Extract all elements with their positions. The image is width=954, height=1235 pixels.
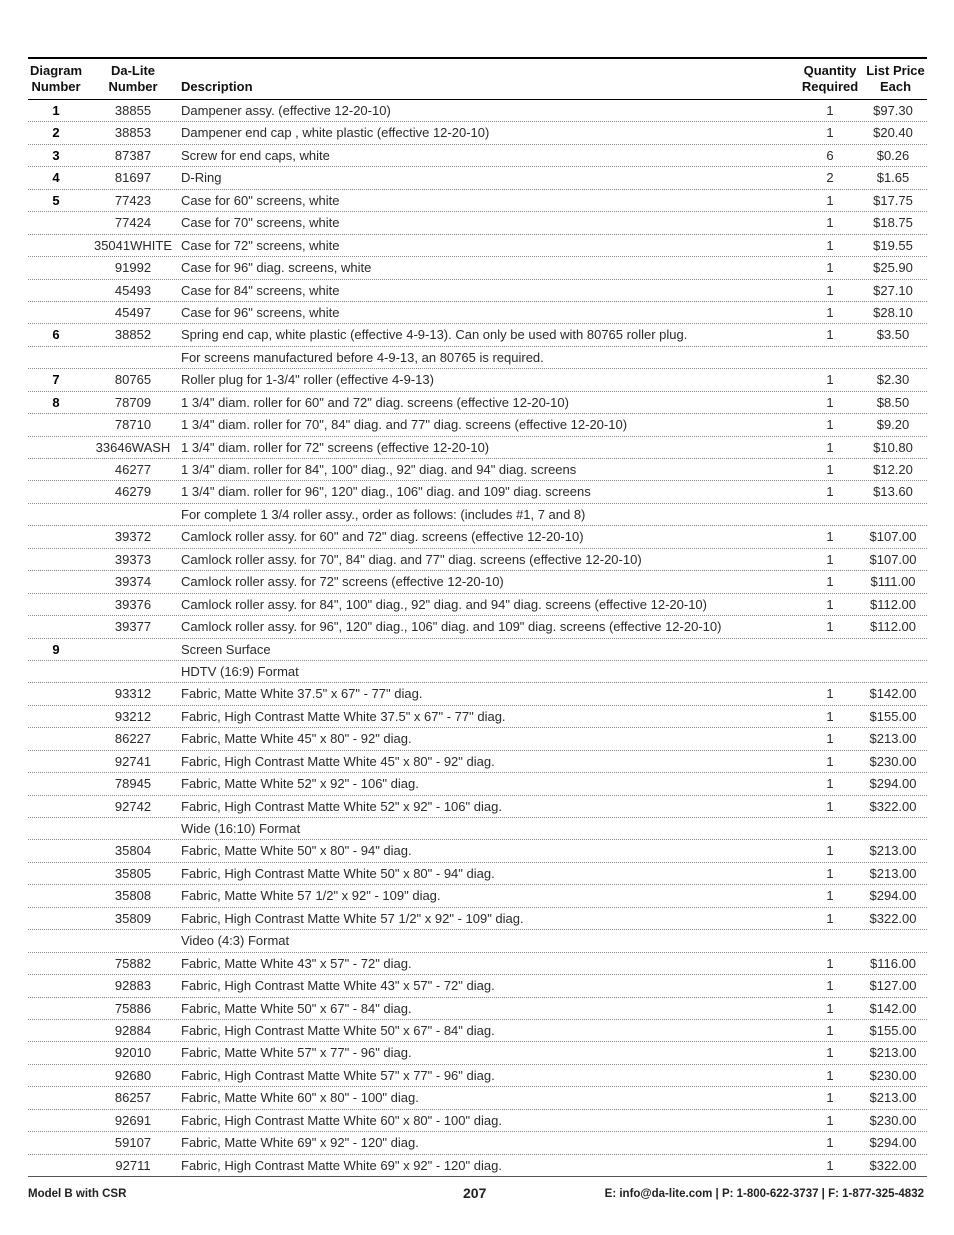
table-header bbox=[28, 62, 927, 100]
description-cell: Roller plug for 1-3/4" roller (effective 4-9-13) bbox=[181, 372, 434, 388]
description-cell: Camlock roller assy. for 60" and 72" diag. screens (effective 12-20-10) bbox=[181, 529, 584, 545]
part-number-cell: 80765 bbox=[114, 372, 152, 388]
price-cell: $213.00 bbox=[869, 843, 917, 859]
part-number-cell: 93312 bbox=[114, 686, 152, 702]
table-row bbox=[28, 167, 927, 189]
description-cell: Screen Surface bbox=[181, 641, 271, 657]
part-number-cell: 45493 bbox=[114, 282, 152, 298]
description-cell: Camlock roller assy. for 72" screens (effective 12-20-10) bbox=[181, 574, 504, 590]
quantity-cell: 1 bbox=[826, 574, 834, 590]
part-number-cell: 77423 bbox=[114, 192, 152, 208]
table-row bbox=[28, 414, 927, 436]
part-number-cell: 78710 bbox=[114, 417, 152, 433]
part-number-cell: 46279 bbox=[114, 484, 152, 500]
price-cell: $112.00 bbox=[869, 596, 917, 612]
table-row bbox=[28, 324, 927, 346]
quantity-cell: 1 bbox=[826, 731, 834, 747]
table-row bbox=[28, 257, 927, 279]
parts-table-body bbox=[28, 100, 927, 1177]
table-row bbox=[28, 526, 927, 548]
price-cell: $213.00 bbox=[869, 731, 917, 747]
price-cell: $1.65 bbox=[876, 170, 910, 186]
price-cell: $142.00 bbox=[869, 686, 917, 702]
table-row bbox=[28, 908, 927, 930]
table-row bbox=[28, 818, 927, 840]
part-number-cell: 35804 bbox=[114, 843, 152, 859]
table-row bbox=[28, 616, 927, 638]
price-cell: $230.00 bbox=[869, 1067, 917, 1083]
quantity-cell: 1 bbox=[826, 798, 834, 814]
table-row bbox=[28, 998, 927, 1020]
description-cell: 1 3/4" diam. roller for 72" screens (effective 12-20-10) bbox=[181, 439, 490, 455]
part-number-cell: 92691 bbox=[114, 1112, 152, 1128]
price-cell: $0.26 bbox=[876, 147, 910, 163]
price-cell: $155.00 bbox=[869, 1022, 917, 1038]
quantity-cell: 1 bbox=[826, 327, 834, 343]
price-cell: $12.20 bbox=[873, 462, 913, 477]
quantity-cell: 1 bbox=[826, 125, 834, 141]
description-cell: Fabric, Matte White 60" x 80" - 100" diag. bbox=[181, 1090, 419, 1106]
part-number-cell: 92742 bbox=[114, 798, 152, 814]
price-cell: $322.00 bbox=[869, 1157, 917, 1173]
table-row bbox=[28, 840, 927, 862]
part-number-cell: 92884 bbox=[114, 1022, 152, 1038]
table-row bbox=[28, 885, 927, 907]
price-cell: $20.40 bbox=[873, 125, 913, 141]
part-number-cell: 92741 bbox=[114, 753, 152, 769]
quantity-cell: 1 bbox=[826, 304, 834, 320]
description-cell: Fabric, High Contrast Matte White 57" x 77" - 96" diag. bbox=[181, 1067, 495, 1083]
description-cell: Fabric, Matte White 43" x 57" - 72" diag. bbox=[181, 955, 412, 971]
part-number-cell: 39374 bbox=[114, 574, 152, 590]
footer-model-name: Model B with CSR bbox=[28, 1188, 127, 1200]
diagram-number-cell: 5 bbox=[52, 192, 60, 208]
table-row bbox=[28, 190, 927, 212]
description-cell: Case for 84" screens, white bbox=[181, 282, 340, 298]
price-cell: $213.00 bbox=[869, 1090, 917, 1106]
part-number-cell: 35808 bbox=[114, 888, 152, 904]
quantity-cell: 1 bbox=[826, 619, 834, 635]
table-row bbox=[28, 235, 927, 257]
price-cell: $111.00 bbox=[870, 574, 916, 590]
price-cell: $8.50 bbox=[876, 394, 910, 410]
table-row bbox=[28, 1065, 927, 1087]
table-row bbox=[28, 594, 927, 616]
quantity-cell: 1 bbox=[826, 1135, 834, 1151]
part-number-cell: 35809 bbox=[114, 910, 152, 926]
quantity-cell: 1 bbox=[826, 753, 834, 769]
price-cell: $19.55 bbox=[873, 237, 913, 253]
description-cell: For screens manufactured before 4-9-13, an 80765 is required. bbox=[181, 349, 544, 365]
part-number-cell: 45497 bbox=[114, 304, 152, 320]
table-row bbox=[28, 347, 927, 369]
diagram-number-cell: 8 bbox=[52, 394, 60, 410]
table-row bbox=[28, 145, 927, 167]
quantity-cell: 1 bbox=[826, 372, 834, 388]
description-cell: Fabric, High Contrast Matte White 45" x 80" - 92" diag. bbox=[181, 753, 495, 769]
quantity-cell: 1 bbox=[826, 1045, 834, 1061]
price-cell: $17.75 bbox=[873, 192, 913, 208]
table-row bbox=[28, 683, 927, 705]
table-row bbox=[28, 863, 927, 885]
part-number-cell: 39377 bbox=[114, 619, 152, 635]
part-number-cell: 92680 bbox=[114, 1067, 152, 1083]
part-number-cell: 46277 bbox=[114, 462, 152, 477]
part-number-cell: 33646WASH bbox=[95, 439, 171, 455]
quantity-cell: 6 bbox=[826, 147, 834, 163]
diagram-number-cell: 6 bbox=[52, 327, 60, 343]
table-row bbox=[28, 953, 927, 975]
part-number-cell: 39376 bbox=[114, 596, 152, 612]
diagram-number-cell: 1 bbox=[52, 103, 60, 118]
description-cell: Dampener assy. (effective 12-20-10) bbox=[181, 103, 391, 118]
description-cell: Case for 60" screens, white bbox=[181, 192, 340, 208]
quantity-cell: 1 bbox=[826, 955, 834, 971]
description-cell: Fabric, High Contrast Matte White 60" x 80" - 100" diag. bbox=[181, 1112, 502, 1128]
part-number-cell: 92711 bbox=[115, 1157, 151, 1173]
quantity-cell: 1 bbox=[826, 551, 834, 567]
price-cell: $322.00 bbox=[869, 910, 917, 926]
part-number-cell: 91992 bbox=[114, 260, 152, 276]
table-row bbox=[28, 796, 927, 818]
price-cell: $13.60 bbox=[873, 484, 913, 500]
price-cell: $213.00 bbox=[869, 865, 917, 881]
description-cell: For complete 1 3/4 roller assy., order as follows: (includes #1, 7 and 8) bbox=[181, 506, 586, 522]
description-cell: Fabric, High Contrast Matte White 52" x 92" - 106" diag. bbox=[181, 798, 502, 814]
price-cell: $230.00 bbox=[869, 753, 917, 769]
table-row bbox=[28, 369, 927, 391]
description-cell: Fabric, High Contrast Matte White 43" x 57" - 72" diag. bbox=[181, 978, 495, 994]
description-cell: Fabric, High Contrast Matte White 37.5" x 67" - 77" diag. bbox=[181, 708, 506, 724]
description-cell: Case for 70" screens, white bbox=[181, 215, 340, 231]
part-number-cell: 92010 bbox=[114, 1045, 152, 1061]
price-cell: $294.00 bbox=[869, 888, 917, 904]
quantity-cell: 1 bbox=[826, 865, 834, 881]
quantity-cell: 1 bbox=[826, 417, 834, 433]
quantity-cell: 1 bbox=[826, 282, 834, 298]
quantity-cell: 1 bbox=[826, 596, 834, 612]
price-cell: $322.00 bbox=[869, 798, 917, 814]
price-cell: $3.50 bbox=[876, 327, 910, 343]
part-number-cell: 86227 bbox=[114, 731, 152, 747]
description-cell: Wide (16:10) Format bbox=[181, 821, 301, 836]
part-number-cell: 35805 bbox=[114, 865, 152, 881]
table-row bbox=[28, 122, 927, 144]
description-cell: Dampener end cap , white plastic (effective 12-20-10) bbox=[181, 125, 490, 141]
diagram-number-cell: 4 bbox=[52, 170, 60, 186]
price-cell: $9.20 bbox=[876, 417, 910, 433]
part-number-cell: 39373 bbox=[114, 551, 152, 567]
description-cell: Fabric, Matte White 37.5" x 67" - 77" diag. bbox=[181, 686, 423, 702]
description-cell: Fabric, High Contrast Matte White 50" x 80" - 94" diag. bbox=[181, 865, 495, 881]
price-cell: $18.75 bbox=[873, 215, 913, 231]
price-cell: $97.30 bbox=[873, 103, 913, 118]
description-cell: Case for 96" screens, white bbox=[181, 304, 340, 320]
table-row bbox=[28, 212, 927, 234]
part-number-cell: 93212 bbox=[114, 708, 152, 724]
quantity-cell: 1 bbox=[826, 394, 834, 410]
part-number-cell: 78945 bbox=[114, 776, 152, 792]
table-row bbox=[28, 1155, 927, 1177]
table-row bbox=[28, 549, 927, 571]
price-cell: $112.00 bbox=[869, 619, 917, 635]
table-row bbox=[28, 1020, 927, 1042]
description-cell: 1 3/4" diam. roller for 60" and 72" diag. screens (effective 12-20-10) bbox=[181, 394, 569, 410]
description-cell: HDTV (16:9) Format bbox=[181, 663, 299, 679]
footer-contact-info: E: info@da-lite.com | P: 1-800-622-3737 | F: 1-877-325-4832 bbox=[604, 1188, 924, 1200]
quantity-cell: 1 bbox=[826, 888, 834, 904]
diagram-number-cell: 2 bbox=[52, 125, 60, 141]
part-number-cell: 39372 bbox=[114, 529, 152, 545]
quantity-cell: 1 bbox=[826, 103, 834, 118]
price-cell: $142.00 bbox=[869, 1000, 917, 1016]
quantity-cell: 1 bbox=[826, 192, 834, 208]
page-footer bbox=[28, 1180, 927, 1210]
part-number-cell: 38852 bbox=[114, 327, 152, 343]
part-number-cell: 92883 bbox=[114, 978, 152, 994]
description-cell: Fabric, Matte White 50" x 80" - 94" diag. bbox=[181, 843, 412, 859]
table-row bbox=[28, 1042, 927, 1064]
part-number-cell: 35041WHITE bbox=[93, 237, 173, 253]
description-cell: D-Ring bbox=[181, 170, 222, 186]
part-number-cell: 75882 bbox=[114, 955, 152, 971]
table-row bbox=[28, 639, 927, 661]
description-cell: Fabric, Matte White 52" x 92" - 106" diag. bbox=[181, 776, 419, 792]
table-row bbox=[28, 773, 927, 795]
description-cell: Camlock roller assy. for 70", 84" diag. and 77" diag. screens (effective 12-20-10) bbox=[181, 551, 642, 567]
header-diagram-number: Diagram Number bbox=[29, 63, 83, 94]
price-cell: $10.80 bbox=[873, 439, 913, 455]
price-cell: $127.00 bbox=[869, 978, 917, 994]
quantity-cell: 1 bbox=[826, 1022, 834, 1038]
description-cell: 1 3/4" diam. roller for 96", 120" diag., 106" diag. and 109" diag. screens bbox=[181, 484, 591, 500]
quantity-cell: 1 bbox=[826, 1067, 834, 1083]
table-row bbox=[28, 661, 927, 683]
table-row bbox=[28, 571, 927, 593]
table-row bbox=[28, 481, 927, 503]
table-row bbox=[28, 728, 927, 750]
description-cell: Case for 96" diag. screens, white bbox=[181, 260, 372, 276]
quantity-cell: 1 bbox=[826, 776, 834, 792]
description-cell: Fabric, Matte White 57" x 77" - 96" diag. bbox=[181, 1045, 412, 1061]
quantity-cell: 1 bbox=[826, 484, 834, 500]
quantity-cell: 1 bbox=[826, 215, 834, 231]
price-cell: $107.00 bbox=[869, 529, 917, 545]
quantity-cell: 1 bbox=[826, 260, 834, 276]
quantity-cell: 1 bbox=[826, 237, 834, 253]
description-cell: Fabric, Matte White 50" x 67" - 84" diag. bbox=[181, 1000, 412, 1016]
price-cell: $28.10 bbox=[873, 304, 913, 320]
diagram-number-cell: 9 bbox=[52, 641, 60, 657]
quantity-cell: 1 bbox=[826, 1000, 834, 1016]
part-number-cell: 38855 bbox=[114, 103, 152, 118]
description-cell: Camlock roller assy. for 84", 100" diag., 92" diag. and 94" diag. screens (effective 12-20-10) bbox=[181, 596, 707, 612]
table-row bbox=[28, 437, 927, 459]
table-row bbox=[28, 930, 927, 952]
price-cell: $213.00 bbox=[869, 1045, 917, 1061]
description-cell: Fabric, Matte White 45" x 80" - 92" diag. bbox=[181, 731, 412, 747]
description-cell: Spring end cap, white plastic (effective 4-9-13). Can only be used with 80765 roller plug. bbox=[181, 327, 688, 343]
price-cell: $27.10 bbox=[873, 282, 913, 298]
quantity-cell: 2 bbox=[826, 170, 834, 186]
quantity-cell: 1 bbox=[826, 686, 834, 702]
price-cell: $294.00 bbox=[869, 776, 917, 792]
table-row bbox=[28, 1132, 927, 1154]
description-cell: Fabric, High Contrast Matte White 57 1/2" x 92" - 109" diag. bbox=[181, 910, 524, 926]
quantity-cell: 1 bbox=[826, 462, 834, 477]
table-row bbox=[28, 706, 927, 728]
quantity-cell: 1 bbox=[826, 1090, 834, 1106]
part-number-cell: 81697 bbox=[114, 170, 152, 186]
table-row bbox=[28, 975, 927, 997]
price-cell: $294.00 bbox=[869, 1135, 917, 1151]
description-cell: 1 3/4" diam. roller for 84", 100" diag., 92" diag. and 94" diag. screens bbox=[181, 462, 577, 477]
description-cell: Video (4:3) Format bbox=[181, 933, 290, 949]
table-row bbox=[28, 302, 927, 324]
page-number: 207 bbox=[463, 1185, 487, 1201]
part-number-cell: 59107 bbox=[114, 1135, 152, 1151]
table-row bbox=[28, 100, 927, 122]
description-cell: Screw for end caps, white bbox=[181, 147, 330, 163]
table-row bbox=[28, 459, 927, 481]
part-number-cell: 77424 bbox=[114, 215, 152, 231]
table-row bbox=[28, 280, 927, 302]
quantity-cell: 1 bbox=[826, 1112, 834, 1128]
quantity-cell: 1 bbox=[826, 529, 834, 545]
top-rule bbox=[28, 57, 927, 59]
price-cell: $116.00 bbox=[869, 955, 917, 971]
table-row bbox=[28, 1087, 927, 1109]
description-cell: Fabric, High Contrast Matte White 69" x 92" - 120" diag. bbox=[181, 1157, 502, 1173]
quantity-cell: 1 bbox=[826, 1157, 834, 1173]
price-cell: $155.00 bbox=[869, 708, 917, 724]
description-cell: Fabric, Matte White 57 1/2" x 92" - 109" diag. bbox=[181, 888, 441, 904]
description-cell: Fabric, Matte White 69" x 92" - 120" diag. bbox=[181, 1135, 419, 1151]
part-number-cell: 75886 bbox=[114, 1000, 152, 1016]
header-description: Description bbox=[181, 79, 253, 94]
description-cell: Camlock roller assy. for 96", 120" diag., 106" diag. and 109" diag. screens (effective 12-20-10) bbox=[181, 619, 722, 635]
price-cell: $25.90 bbox=[873, 260, 913, 276]
table-row bbox=[28, 392, 927, 414]
price-cell: $230.00 bbox=[869, 1112, 917, 1128]
header-quantity-required: Quantity Required bbox=[801, 63, 859, 94]
quantity-cell: 1 bbox=[826, 978, 834, 994]
quantity-cell: 1 bbox=[826, 439, 834, 455]
part-number-cell: 86257 bbox=[114, 1090, 152, 1106]
quantity-cell: 1 bbox=[826, 708, 834, 724]
part-number-cell: 38853 bbox=[114, 125, 152, 141]
quantity-cell: 1 bbox=[826, 843, 834, 859]
header-list-price: List Price Each bbox=[866, 63, 925, 94]
quantity-cell: 1 bbox=[826, 910, 834, 926]
description-cell: Fabric, High Contrast Matte White 50" x 67" - 84" diag. bbox=[181, 1022, 495, 1038]
price-cell: $2.30 bbox=[876, 372, 910, 388]
header-dalite-number: Da-Lite Number bbox=[108, 63, 158, 94]
description-cell: Case for 72" screens, white bbox=[181, 237, 340, 253]
part-number-cell: 87387 bbox=[114, 147, 152, 163]
description-cell: 1 3/4" diam. roller for 70", 84" diag. and 77" diag. screens (effective 12-20-10) bbox=[181, 417, 628, 433]
table-row bbox=[28, 1110, 927, 1132]
table-row bbox=[28, 751, 927, 773]
table-row bbox=[28, 504, 927, 526]
diagram-number-cell: 7 bbox=[52, 372, 60, 388]
part-number-cell: 78709 bbox=[114, 394, 152, 410]
diagram-number-cell: 3 bbox=[52, 147, 60, 163]
price-cell: $107.00 bbox=[869, 551, 917, 567]
